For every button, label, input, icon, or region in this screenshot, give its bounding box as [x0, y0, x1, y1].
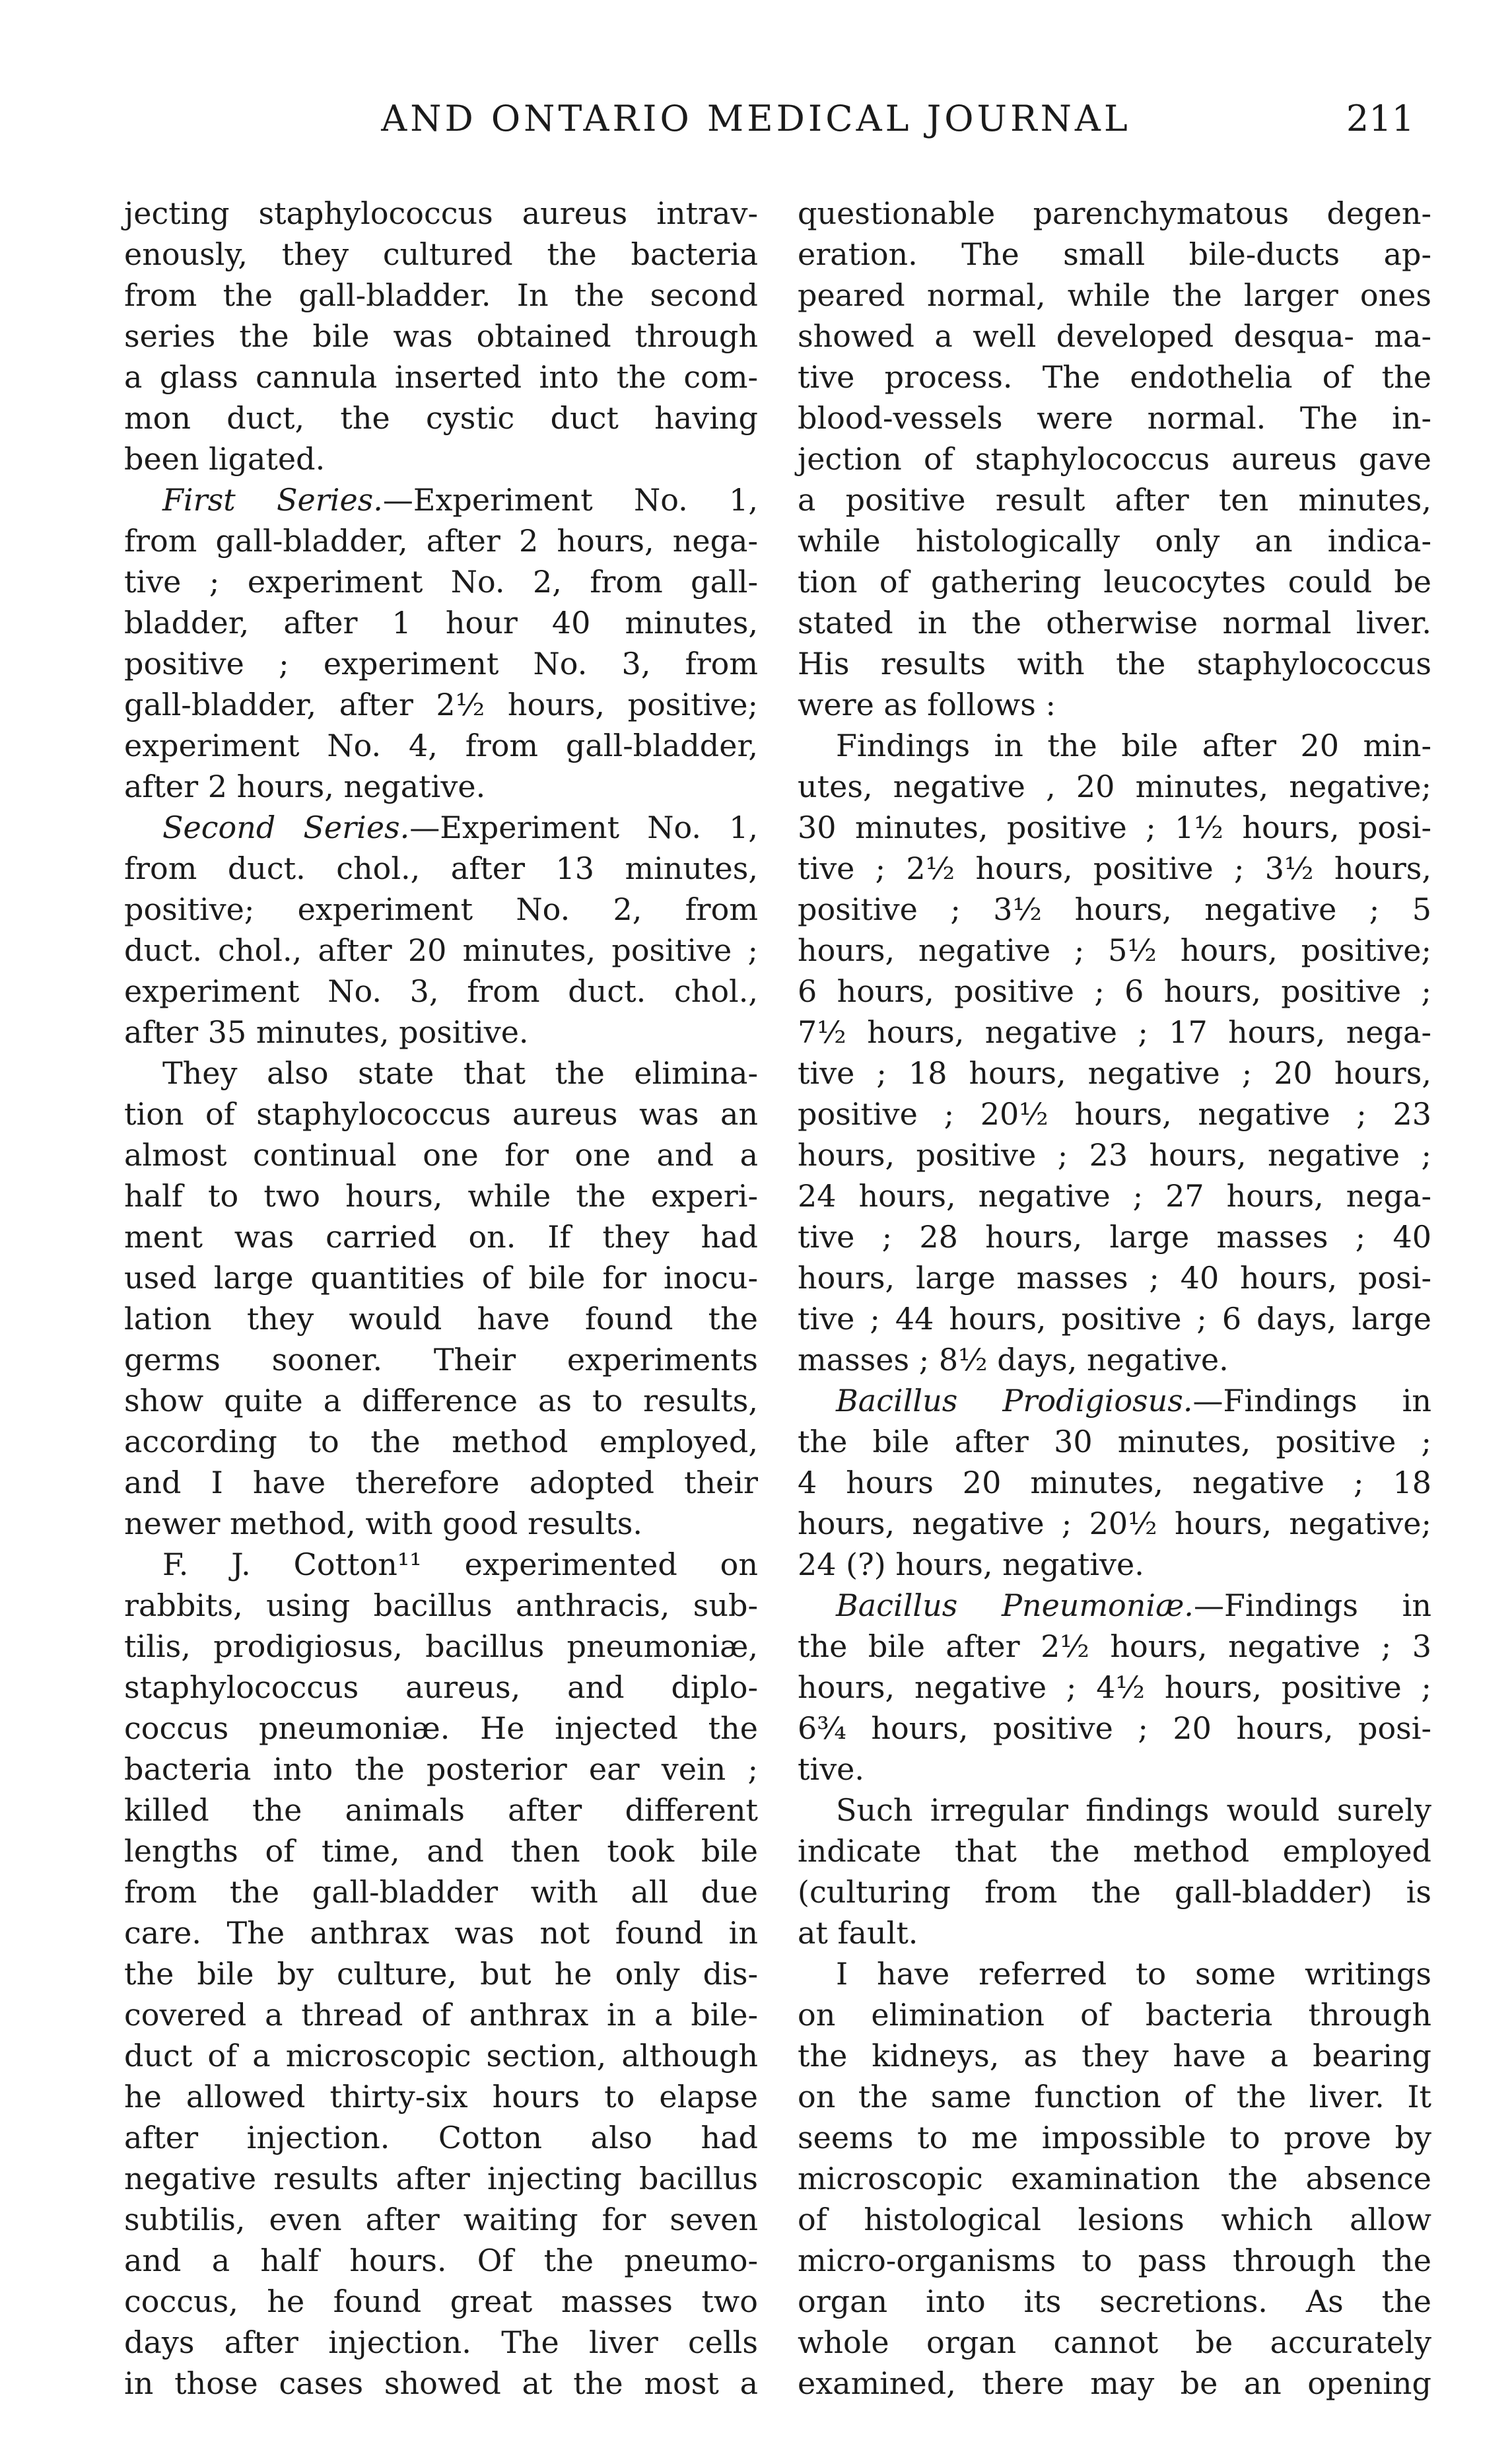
text-line — [798, 1175, 1431, 1216]
line-text: mon duct, the cystic duct having — [124, 400, 758, 436]
text-line — [798, 807, 1431, 848]
line-text: germs sooner. Their experiments — [124, 1342, 758, 1378]
line-text: positive ; 20½ hours, negative ; 23 — [798, 1096, 1431, 1132]
line-text: coccus pneumoniæ. He injected the — [124, 1710, 758, 1746]
line-text: at fault. — [798, 1915, 918, 1951]
text-line — [798, 1053, 1431, 1094]
line-text: care. The anthrax was not found in — [124, 1915, 758, 1951]
line-text: seems to me impossible to prove by — [798, 2120, 1431, 2155]
text-line — [124, 889, 758, 930]
line-text: F. J. Cotton¹¹ experimented on — [162, 1547, 758, 1582]
text-line — [798, 2158, 1431, 2199]
text-line — [124, 766, 758, 807]
line-text: enously, they cultured the bacteria — [124, 236, 758, 272]
text-line — [798, 2240, 1431, 2281]
line-text: after 35 minutes, positive. — [124, 1014, 529, 1050]
text-line — [798, 2322, 1431, 2363]
line-text: covered a thread of anthrax in a bile- — [124, 1997, 758, 2033]
text-line — [798, 643, 1431, 684]
text-line — [798, 1462, 1431, 1503]
text-line — [798, 479, 1431, 520]
text-line — [124, 684, 758, 725]
text-line — [124, 971, 758, 1012]
line-text: 6 hours, positive ; 6 hours, positive ; — [798, 973, 1431, 1009]
text-line — [798, 2117, 1431, 2158]
line-text: used large quantities of bile for inocu- — [124, 1260, 758, 1296]
line-text: killed the animals after different — [124, 1792, 758, 1828]
text-line — [124, 2076, 758, 2117]
line-text: bacteria into the posterior ear vein ; — [124, 1751, 758, 1787]
text-line — [124, 193, 758, 234]
line-text: Findings in the bile after 20 min- — [836, 728, 1431, 763]
text-line — [124, 930, 758, 971]
line-text: were as follows : — [798, 687, 1056, 722]
line-text: duct. chol., after 20 minutes, positive ; — [124, 932, 758, 968]
line-text: on the same function of the liver. It — [798, 2079, 1431, 2115]
line-text: peared normal, while the larger ones — [798, 277, 1431, 313]
line-text: days after injection. The liver cells — [124, 2325, 758, 2360]
line-text: coccus, he found great masses two — [124, 2284, 758, 2319]
text-line — [124, 2199, 758, 2240]
text-line — [798, 2281, 1431, 2322]
line-text: tive ; 28 hours, large masses ; 40 — [798, 1219, 1431, 1255]
line-text: tive ; 18 hours, negative ; 20 hours, — [798, 1055, 1431, 1091]
text-line — [798, 520, 1431, 561]
page-number: 211 — [1346, 98, 1414, 139]
text-line — [124, 1626, 758, 1667]
text-line — [124, 2240, 758, 2281]
text-line — [124, 1462, 758, 1503]
text-line — [124, 1831, 758, 1871]
text-line — [798, 1667, 1431, 1708]
line-text: from gall-bladder, after 2 hours, nega- — [124, 523, 758, 559]
text-line — [798, 889, 1431, 930]
text-line — [798, 1871, 1431, 1912]
line-text: and a half hours. Of the pneumo- — [124, 2243, 758, 2278]
line-text: showed a well developed desqua- ma- — [798, 318, 1431, 354]
text-line — [798, 1790, 1431, 1831]
text-line — [124, 520, 758, 561]
italic-heading: Bacillus Pneumoniæ. — [836, 1588, 1194, 1623]
line-text: show quite a difference as to results, — [124, 1383, 758, 1418]
line-text: a positive result after ten minutes, — [798, 482, 1431, 518]
text-line — [798, 1953, 1431, 1994]
line-text: positive; experiment No. 2, from — [124, 892, 758, 927]
text-line — [798, 1257, 1431, 1298]
italic-heading: First Series. — [162, 482, 383, 518]
line-text: stated in the otherwise normal liver. — [798, 605, 1431, 641]
line-text: series the bile was obtained through — [124, 318, 758, 354]
line-text: ment was carried on. If they had — [124, 1219, 758, 1255]
line-text: from duct. chol., after 13 minutes, — [124, 851, 758, 886]
line-text: eration. The small bile-ducts ap- — [798, 236, 1431, 272]
line-text: on elimination of bacteria through — [798, 1997, 1431, 2033]
line-text: —Experiment No. 1, — [382, 482, 758, 518]
text-line — [798, 1544, 1431, 1585]
line-text: 4 hours 20 minutes, negative ; 18 — [798, 1465, 1431, 1500]
text-line — [124, 1871, 758, 1912]
line-text: tive ; 44 hours, positive ; 6 days, large — [798, 1301, 1431, 1337]
text-line — [124, 2363, 758, 2404]
text-line — [124, 1953, 758, 1994]
line-text: positive ; 3½ hours, negative ; 5 — [798, 892, 1431, 927]
line-text: the kidneys, as they have a bearing — [798, 2038, 1431, 2074]
line-text: negative results after injecting bacillus — [124, 2161, 758, 2196]
line-text: examined, there may be an opening — [798, 2365, 1431, 2401]
line-text: been ligated. — [124, 441, 326, 477]
text-line — [124, 1421, 758, 1462]
text-line — [798, 1912, 1431, 1953]
line-text: —Findings in — [1192, 1383, 1431, 1418]
italic-heading: Bacillus Prodigiosus. — [836, 1383, 1193, 1418]
text-line — [124, 1053, 758, 1094]
line-text: hours, positive ; 23 hours, negative ; — [798, 1137, 1431, 1173]
text-line — [798, 2035, 1431, 2076]
line-text: from the gall-bladder. In the second — [124, 277, 758, 313]
line-text: 24 (?) hours, negative. — [798, 1547, 1144, 1582]
text-line — [124, 1708, 758, 1749]
line-text: bladder, after 1 hour 40 minutes, — [124, 605, 758, 641]
text-line — [798, 1380, 1431, 1421]
line-text: gall-bladder, after 2½ hours, positive; — [124, 687, 758, 722]
text-line — [124, 2281, 758, 2322]
text-line — [124, 1012, 758, 1053]
line-text: tive ; 2½ hours, positive ; 3½ hours, — [798, 851, 1431, 886]
line-text: a glass cannula inserted into the com- — [124, 359, 758, 395]
line-text: tion of staphylococcus aureus was an — [124, 1096, 758, 1132]
line-text: tion of gathering leucocytes could be — [798, 564, 1431, 600]
line-text: micro-organisms to pass through the — [798, 2243, 1431, 2278]
text-line — [124, 725, 758, 766]
line-text: in those cases showed at the most a — [124, 2365, 758, 2401]
line-text: 30 minutes, positive ; 1½ hours, posi- — [798, 810, 1431, 845]
text-line — [124, 316, 758, 357]
text-line — [124, 438, 758, 479]
text-line — [124, 398, 758, 438]
text-line — [798, 766, 1431, 807]
text-line — [798, 1585, 1431, 1626]
line-text: he allowed thirty-six hours to elapse — [124, 2079, 758, 2115]
line-text: according to the method employed, — [124, 1424, 758, 1459]
text-line — [124, 1503, 758, 1544]
line-text: indicate that the method employed — [798, 1833, 1431, 1869]
text-line — [124, 1790, 758, 1831]
line-text: newer method, with good results. — [124, 1506, 642, 1541]
line-text: the bile by culture, but he only dis- — [124, 1956, 758, 1992]
text-line — [798, 1749, 1431, 1790]
line-text: —Experiment No. 1, — [409, 810, 758, 845]
text-line — [124, 2158, 758, 2199]
line-text: of histological lesions which allow — [798, 2202, 1431, 2237]
line-text: whole organ cannot be accurately — [798, 2325, 1431, 2360]
line-text: microscopic examination the absence — [798, 2161, 1431, 2196]
text-line — [124, 807, 758, 848]
text-line — [798, 725, 1431, 766]
line-text: positive ; experiment No. 3, from — [124, 646, 758, 682]
line-text: the bile after 2½ hours, negative ; 3 — [798, 1628, 1431, 1664]
italic-heading: Second Series. — [162, 810, 410, 845]
line-text: organ into its secretions. As the — [798, 2284, 1431, 2319]
line-text: 24 hours, negative ; 27 hours, nega- — [798, 1178, 1431, 1214]
text-line — [798, 2199, 1431, 2240]
text-line — [124, 1094, 758, 1135]
text-line — [124, 1585, 758, 1626]
text-line — [798, 1994, 1431, 2035]
running-head: AND ONTARIO MEDICAL JOURNAL — [381, 98, 1131, 139]
text-line — [798, 438, 1431, 479]
text-line — [798, 1012, 1431, 1053]
line-text: utes, negative , 20 minutes, negative; — [798, 769, 1431, 804]
line-text: jection of staphylococcus aureus gave — [798, 441, 1431, 477]
text-line — [124, 1667, 758, 1708]
line-text: hours, large masses ; 40 hours, posi- — [798, 1260, 1431, 1296]
line-text: (culturing from the gall-bladder) is — [798, 1874, 1431, 1910]
text-line — [798, 684, 1431, 725]
line-text: hours, negative ; 20½ hours, negative; — [798, 1506, 1431, 1541]
text-line — [798, 930, 1431, 971]
text-line — [124, 1749, 758, 1790]
line-text: duct of a microscopic section, although — [124, 2038, 758, 2074]
line-text: rabbits, using bacillus anthracis, sub- — [124, 1588, 758, 1623]
text-line — [124, 275, 758, 316]
line-text: Such irregular findings would surely — [836, 1792, 1431, 1828]
page-header — [0, 92, 1512, 158]
text-line — [124, 2322, 758, 2363]
text-line — [798, 357, 1431, 398]
text-line — [798, 1216, 1431, 1257]
text-line — [124, 2117, 758, 2158]
line-text: masses ; 8½ days, negative. — [798, 1342, 1229, 1378]
line-text: tilis, prodigiosus, bacillus pneumoniæ, — [124, 1628, 758, 1664]
text-line — [124, 1257, 758, 1298]
text-line — [124, 1544, 758, 1585]
text-line — [798, 1339, 1431, 1380]
text-line — [798, 1094, 1431, 1135]
text-line — [798, 602, 1431, 643]
line-text: hours, negative ; 5½ hours, positive; — [798, 932, 1431, 968]
line-text: almost continual one for one and a — [124, 1137, 758, 1173]
text-line — [798, 1708, 1431, 1749]
line-text: lengths of time, and then took bile — [124, 1833, 758, 1869]
line-text: —Findings in — [1193, 1588, 1431, 1623]
line-text: half to two hours, while the experi- — [124, 1178, 758, 1214]
text-line — [124, 479, 758, 520]
text-line — [124, 1298, 758, 1339]
left-column — [124, 193, 758, 2404]
line-text: hours, negative ; 4½ hours, positive ; — [798, 1669, 1431, 1705]
line-text: lation they would have found the — [124, 1301, 758, 1337]
text-line — [124, 1994, 758, 2035]
text-line — [798, 1298, 1431, 1339]
text-line — [124, 2035, 758, 2076]
line-text: They also state that the elimina- — [162, 1055, 758, 1091]
text-line — [798, 316, 1431, 357]
text-line — [124, 1380, 758, 1421]
line-text: the bile after 30 minutes, positive ; — [798, 1424, 1431, 1459]
text-line — [798, 1421, 1431, 1462]
line-text: while histologically only an indica- — [798, 523, 1431, 559]
text-line — [798, 1626, 1431, 1667]
line-text: 7½ hours, negative ; 17 hours, nega- — [798, 1014, 1431, 1050]
right-column — [798, 193, 1431, 2404]
text-line — [798, 848, 1431, 889]
text-line — [798, 1135, 1431, 1175]
line-text: tive. — [798, 1751, 865, 1787]
line-text: subtilis, even after waiting for seven — [124, 2202, 758, 2237]
line-text: from the gall-bladder with all due — [124, 1874, 758, 1910]
text-line — [798, 193, 1431, 234]
text-line — [798, 2363, 1431, 2404]
line-text: blood-vessels were normal. The in- — [798, 400, 1431, 436]
text-line — [124, 357, 758, 398]
text-line — [124, 1339, 758, 1380]
line-text: tive process. The endothelia of the — [798, 359, 1431, 395]
text-line — [798, 275, 1431, 316]
text-line — [124, 234, 758, 275]
text-line — [124, 561, 758, 602]
line-text: His results with the staphylococcus — [798, 646, 1431, 682]
text-line — [124, 1216, 758, 1257]
line-text: 6¾ hours, positive ; 20 hours, posi- — [798, 1710, 1431, 1746]
line-text: after 2 hours, negative. — [124, 769, 486, 804]
text-line — [798, 1503, 1431, 1544]
text-line — [798, 2076, 1431, 2117]
text-line — [124, 602, 758, 643]
text-line — [124, 848, 758, 889]
text-line — [124, 1135, 758, 1175]
line-text: tive ; experiment No. 2, from gall- — [124, 564, 758, 600]
line-text: questionable parenchymatous degen- — [798, 195, 1431, 231]
text-line — [798, 561, 1431, 602]
line-text: I have referred to some writings — [836, 1956, 1431, 1992]
line-text: staphylococcus aureus, and diplo- — [124, 1669, 758, 1705]
text-line — [798, 1831, 1431, 1871]
text-line — [124, 1912, 758, 1953]
line-text: and I have therefore adopted their — [124, 1465, 758, 1500]
line-text: jecting staphylococcus aureus intrav- — [124, 195, 758, 231]
text-line — [124, 643, 758, 684]
text-line — [124, 1175, 758, 1216]
line-text: experiment No. 4, from gall-bladder, — [124, 728, 758, 763]
line-text: after injection. Cotton also had — [124, 2120, 758, 2155]
text-line — [798, 398, 1431, 438]
text-line — [798, 971, 1431, 1012]
text-line — [798, 234, 1431, 275]
line-text: experiment No. 3, from duct. chol., — [124, 973, 758, 1009]
